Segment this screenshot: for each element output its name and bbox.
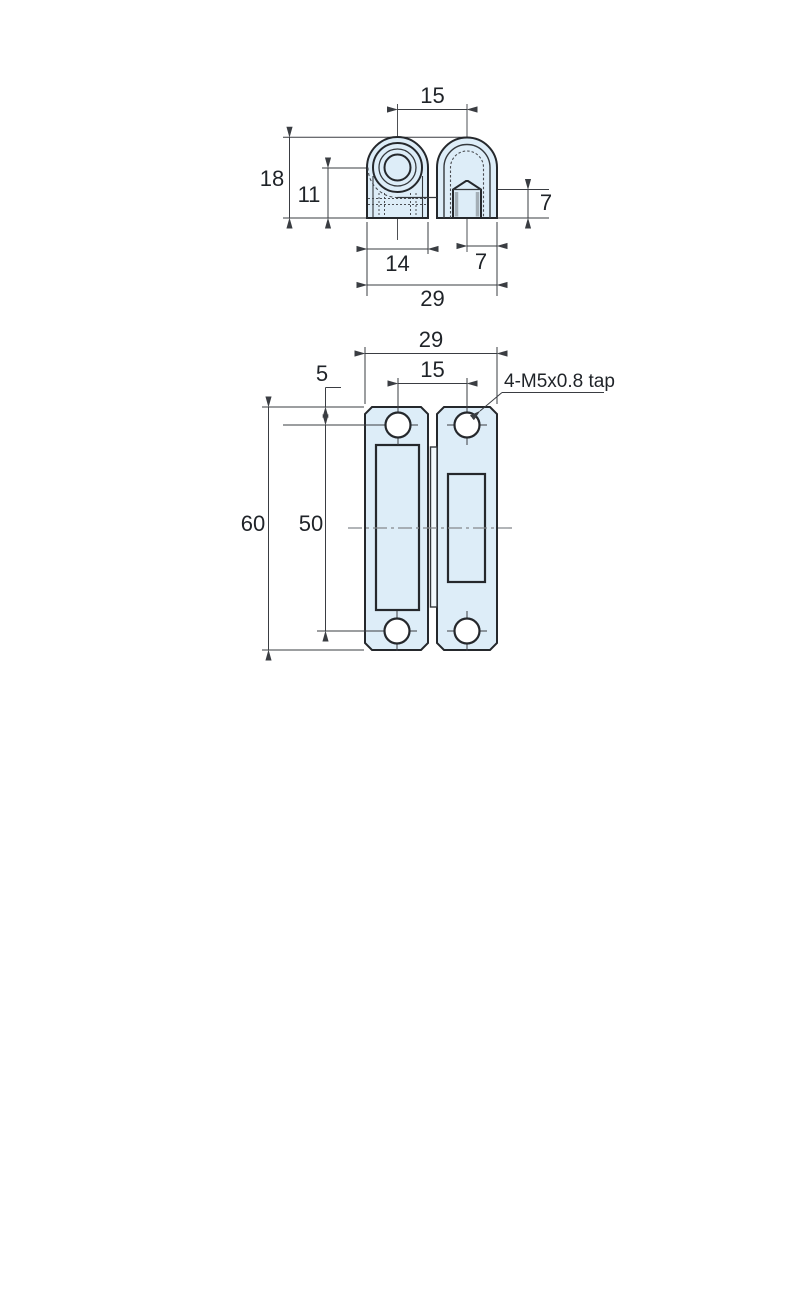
tap-note-leader [480,393,604,412]
right-knuckle-outline [437,138,497,219]
hole-top-right [455,413,480,438]
dim-label-right-center-to-edge: 7 [474,249,488,274]
dim-label-edge-to-hole: 5 [315,361,329,386]
dim-label-overall-height-front: 60 [240,511,266,536]
top-view [260,83,552,311]
dim-label-left-knuckle-width: 14 [385,251,410,276]
hole-bottom-left [385,619,410,644]
dim-label-center-height: 11 [297,182,321,207]
hole-bottom-right [455,619,480,644]
dim-label-pin-pitch: 15 [420,83,445,108]
dim-label-hole-pitch-y: 50 [298,511,324,536]
dim-label-overall-height: 18 [259,166,285,191]
dim-label-overall-width-front: 29 [418,327,444,352]
front-view [241,327,615,651]
dim-label-overall-width-top: 29 [420,286,445,311]
hole-top-left [386,413,411,438]
dim-label-hole-pitch-x: 15 [420,357,445,382]
tap-note-label: 4-M5x0.8 tap [504,371,615,392]
hinge-pin-strip [431,447,438,607]
dim-label-pin-depth: 7 [539,190,553,215]
